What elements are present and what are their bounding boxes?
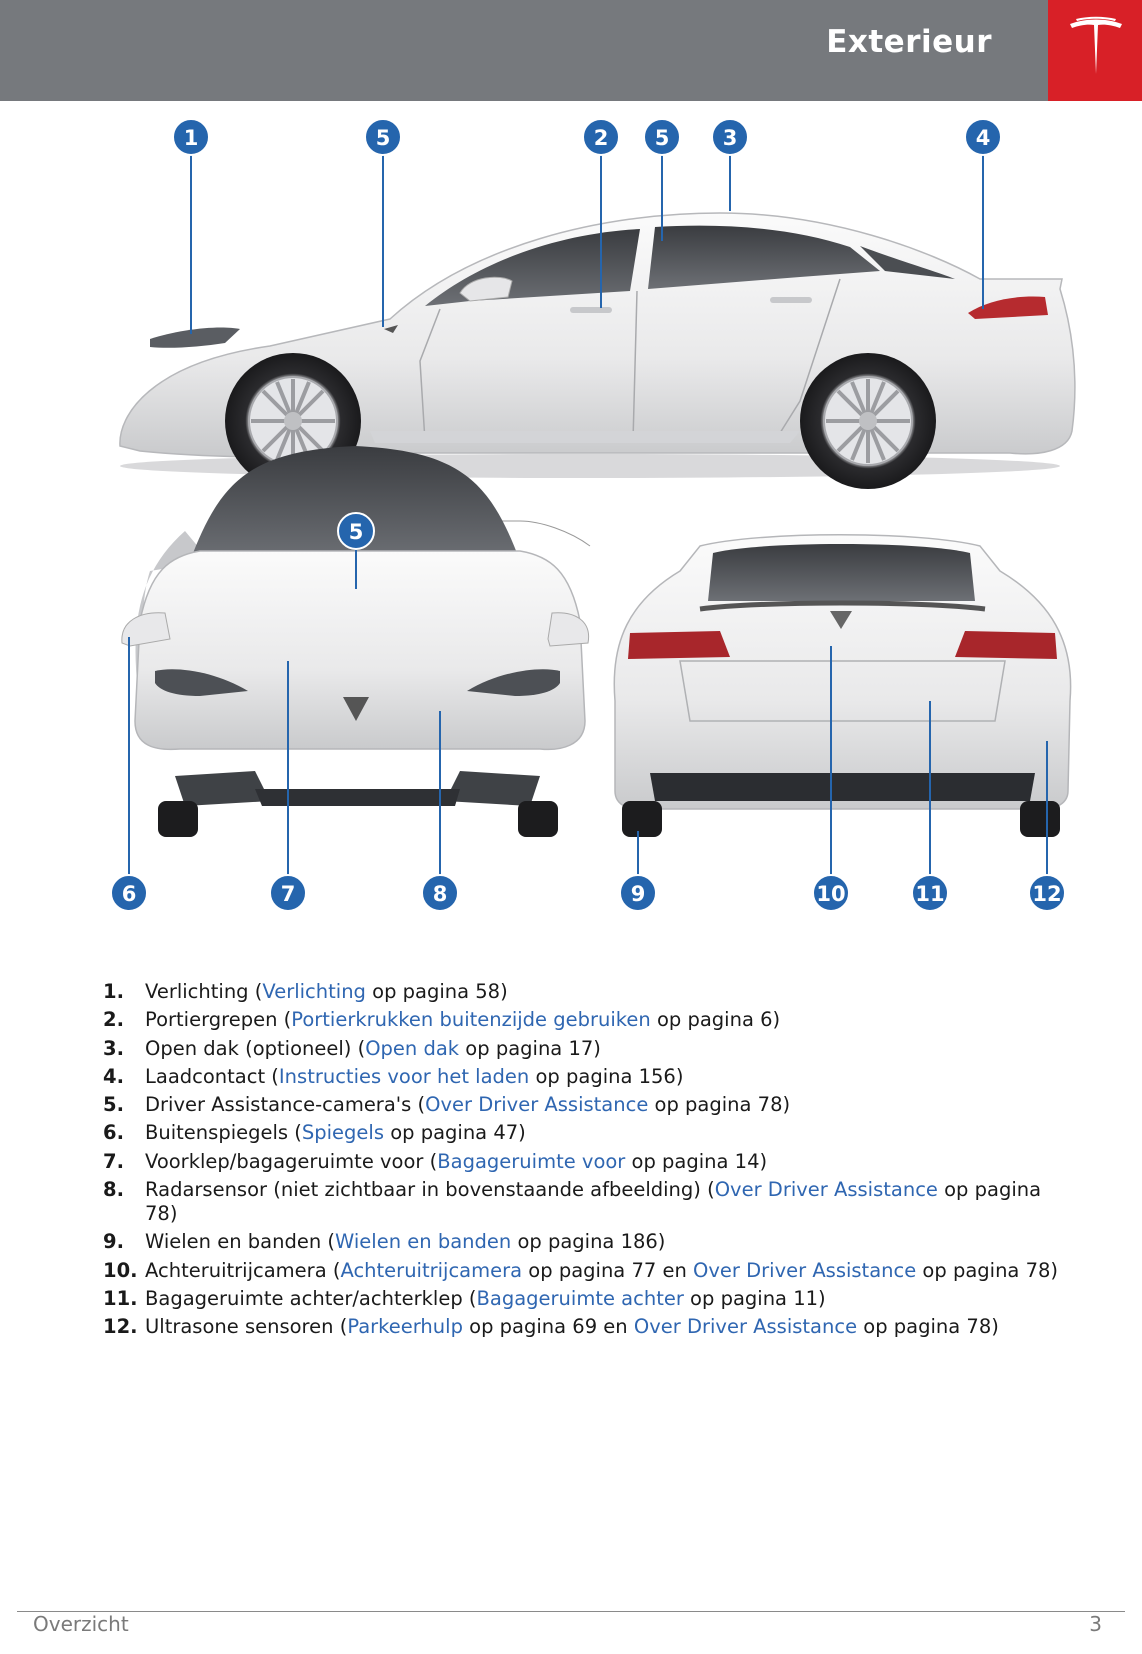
cross-reference-link[interactable]: Bagageruimte achter <box>476 1286 684 1310</box>
svg-text:5: 5 <box>375 126 391 150</box>
cross-reference-link[interactable]: Portierkrukken buitenzijde gebruiken <box>291 1008 651 1032</box>
list-item: 9. Wielen en banden (Wielen en banden op pagina 186) <box>103 1230 666 1254</box>
section-title: Exterieur <box>826 24 992 60</box>
footer-section: Overzicht <box>33 1612 129 1636</box>
cross-reference-link[interactable]: Achteruitrijcamera <box>340 1258 523 1282</box>
callout-8 <box>422 875 458 911</box>
list-item: 4. Laadcontact (Instructies voor het laden op pagina 156) <box>103 1064 684 1088</box>
cross-reference-link[interactable]: Parkeerhulp <box>347 1315 463 1339</box>
callout-5-pillar <box>644 119 680 155</box>
svg-text:8: 8 <box>432 882 448 906</box>
side-view <box>120 119 1075 489</box>
callout-2 <box>583 119 619 155</box>
callout-7 <box>270 875 306 911</box>
front-view <box>111 446 590 911</box>
cross-reference-link[interactable]: Over Driver Assistance <box>633 1315 858 1339</box>
svg-text:7: 7 <box>280 882 296 906</box>
svg-text:1: 1 <box>183 126 199 150</box>
vehicle-exterior-figure <box>0 101 1142 961</box>
cross-reference-link[interactable]: Open dak <box>365 1036 460 1060</box>
footer-divider <box>17 1611 1125 1612</box>
cross-reference-link[interactable]: Over Driver Assistance <box>425 1093 649 1117</box>
callout-10 <box>813 875 849 911</box>
brand-logo <box>1048 0 1142 101</box>
svg-text:11: 11 <box>915 882 945 906</box>
tesla-logo-icon <box>1068 16 1124 76</box>
svg-text:6: 6 <box>121 882 137 906</box>
svg-text:3: 3 <box>722 126 738 150</box>
cross-reference-link[interactable]: Over Driver Assistance <box>693 1258 917 1282</box>
callout-4 <box>965 119 1001 155</box>
component-list <box>103 980 1063 1344</box>
callout-12 <box>1029 875 1065 911</box>
page-number: 3 <box>1089 1612 1102 1636</box>
list-item: 8. Radarsensor (niet zichtbaar in bovenstaande afbeelding) (Over Driver Assistance op pagina 78) <box>103 1178 1042 1226</box>
callout-5-side <box>365 119 401 155</box>
list-item: 3. Open dak (optioneel) (Open dak op pagina 17) <box>103 1036 601 1060</box>
callout-9 <box>620 875 656 911</box>
list-item: 5. Driver Assistance-camera's (Over Driver Assistance op pagina 78) <box>103 1093 791 1117</box>
list-item: 12. Ultrasone sensoren (Parkeerhulp op pagina 69 en Over Driver Assistance op pagina 78) <box>103 1315 999 1339</box>
cross-reference-link[interactable]: Bagageruimte voor <box>437 1149 626 1173</box>
cross-reference-link[interactable]: Over Driver Assistance <box>714 1178 938 1202</box>
cross-reference-link[interactable]: Instructies voor het laden <box>278 1064 530 1088</box>
svg-text:9: 9 <box>630 882 646 906</box>
svg-text:2: 2 <box>593 126 609 150</box>
list-item: 7. Voorklep/bagageruimte voor (Bagageruimte voor op pagina 14) <box>103 1149 768 1173</box>
svg-text:10: 10 <box>816 882 846 906</box>
svg-text:12: 12 <box>1032 882 1062 906</box>
svg-text:4: 4 <box>975 126 991 150</box>
callout-11 <box>912 875 948 911</box>
rear-wheel <box>800 353 936 489</box>
callout-5-front <box>338 513 374 549</box>
list-item: 11. Bagageruimte achter/achterklep (Bagageruimte achter op pagina 11) <box>103 1286 826 1310</box>
cross-reference-link[interactable]: Verlichting <box>262 980 366 1003</box>
cross-reference-link[interactable]: Wielen en banden <box>335 1230 512 1254</box>
callout-6 <box>111 875 147 911</box>
page-header <box>0 0 1142 101</box>
list-item: 1. Verlichting (Verlichting op pagina 58) <box>103 980 508 1003</box>
cross-reference-link[interactable]: Spiegels <box>301 1121 384 1145</box>
list-item: 10. Achteruitrijcamera (Achteruitrijcamera op pagina 77 en Over Driver Assistance op pagina 78) <box>103 1258 1058 1282</box>
list-item: 2. Portiergrepen (Portierkrukken buitenzijde gebruiken op pagina 6) <box>103 1008 781 1032</box>
svg-text:5: 5 <box>654 126 670 150</box>
callout-3 <box>712 119 748 155</box>
callout-1 <box>173 119 209 155</box>
rear-view <box>614 535 1070 911</box>
list-item: 6. Buitenspiegels (Spiegels op pagina 47) <box>103 1121 526 1145</box>
svg-text:5: 5 <box>348 520 364 544</box>
